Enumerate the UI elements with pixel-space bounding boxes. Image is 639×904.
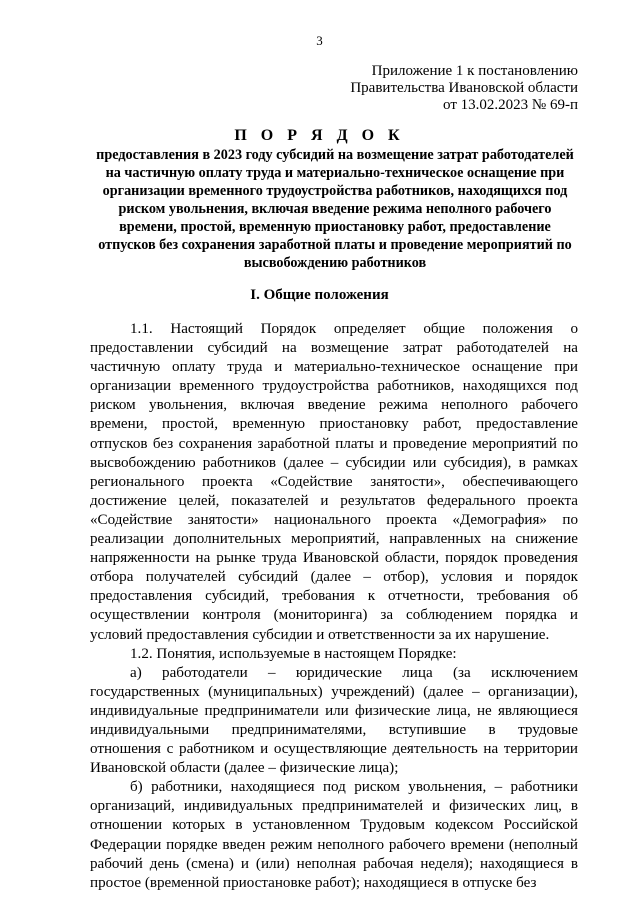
appendix-reference [278, 63, 578, 114]
document-body [90, 320, 578, 893]
paragraph-b: б) работники, находящиеся под риском увольнения, – работники организаций, индивидуальных предпринимателей и физических лиц, в отношении которых в установленном Трудовым кодексом Российской Федерации порядке введен режим неполного рабочего времени (неполный рабочий день (смена) и (или) неполная рабочая неделя); находящиеся в простое (временной приостановке работ); находящиеся в отпуске без [90, 779, 578, 891]
appendix-line-2: Правительства Ивановской области [350, 80, 578, 96]
paragraph-a: а) работодатели – юридические лица (за исключением государственных (муниципальных) учреждений) (далее – организации), индивидуальные предприниматели или физические лица, не являющиеся индивидуальными предпринимателями, вступившие в трудовые отношения с работником и осуществляющие деятельность на территории Ивановской области (далее – физические лица); [90, 664, 578, 777]
appendix-line-1: Приложение 1 к постановлению [371, 63, 578, 79]
paragraph-1-1: 1.1. Настоящий Порядок определяет общие положения о предоставлении субсидий на возмещение затрат работодателей на частичную оплату труда и материально-техническое оснащение при организации временного трудоустройства работников, находящихся под риском увольнения, включая введение режима неполного рабочего времени, простой, временную приостановку работ, предоставление отпусков без сохранения заработной платы и проведение мероприятий по высвобождению работников (далее – субсидии или субсидия), в рамках регионального проекта «Содействие занятости», обеспечивающего достижение целей, показателей и результатов федерального проекта «Содействие занятости» национального проекта «Демография» по реализации дополнительных мероприятий, направленных на снижение напряженности на рынке труда Ивановской области, порядок проведения отбора получателей субсидий (далее – отбор), условия и порядок предоставления субсидий, требования к отчетности, требования об осуществлении контроля (мониторинга) за соблюдением порядка и условий предоставления субсидии и ответственности за их нарушение. [90, 321, 578, 643]
appendix-line-3: от 13.02.2023 № 69-п [443, 97, 578, 113]
section-heading: I. Общие положения [250, 287, 389, 303]
document-subtitle: предоставления в 2023 году субсидий на возмещение затрат работодателей на частичную оплату труда и материально-техническое оснащение при организации временного трудоустройства работников, находящихся под риском увольнения, включая введение режима неполного рабочего времени, простой, временную приостановку работ, предоставление отпусков без сохранения заработной платы и проведение мероприятий по высвобождению работников [96, 147, 574, 271]
paragraph-1-2: 1.2. Понятия, используемые в настоящем Порядке: [130, 645, 457, 662]
document-title: П О Р Я Д О К [234, 127, 405, 144]
page-number: 3 [316, 33, 323, 48]
